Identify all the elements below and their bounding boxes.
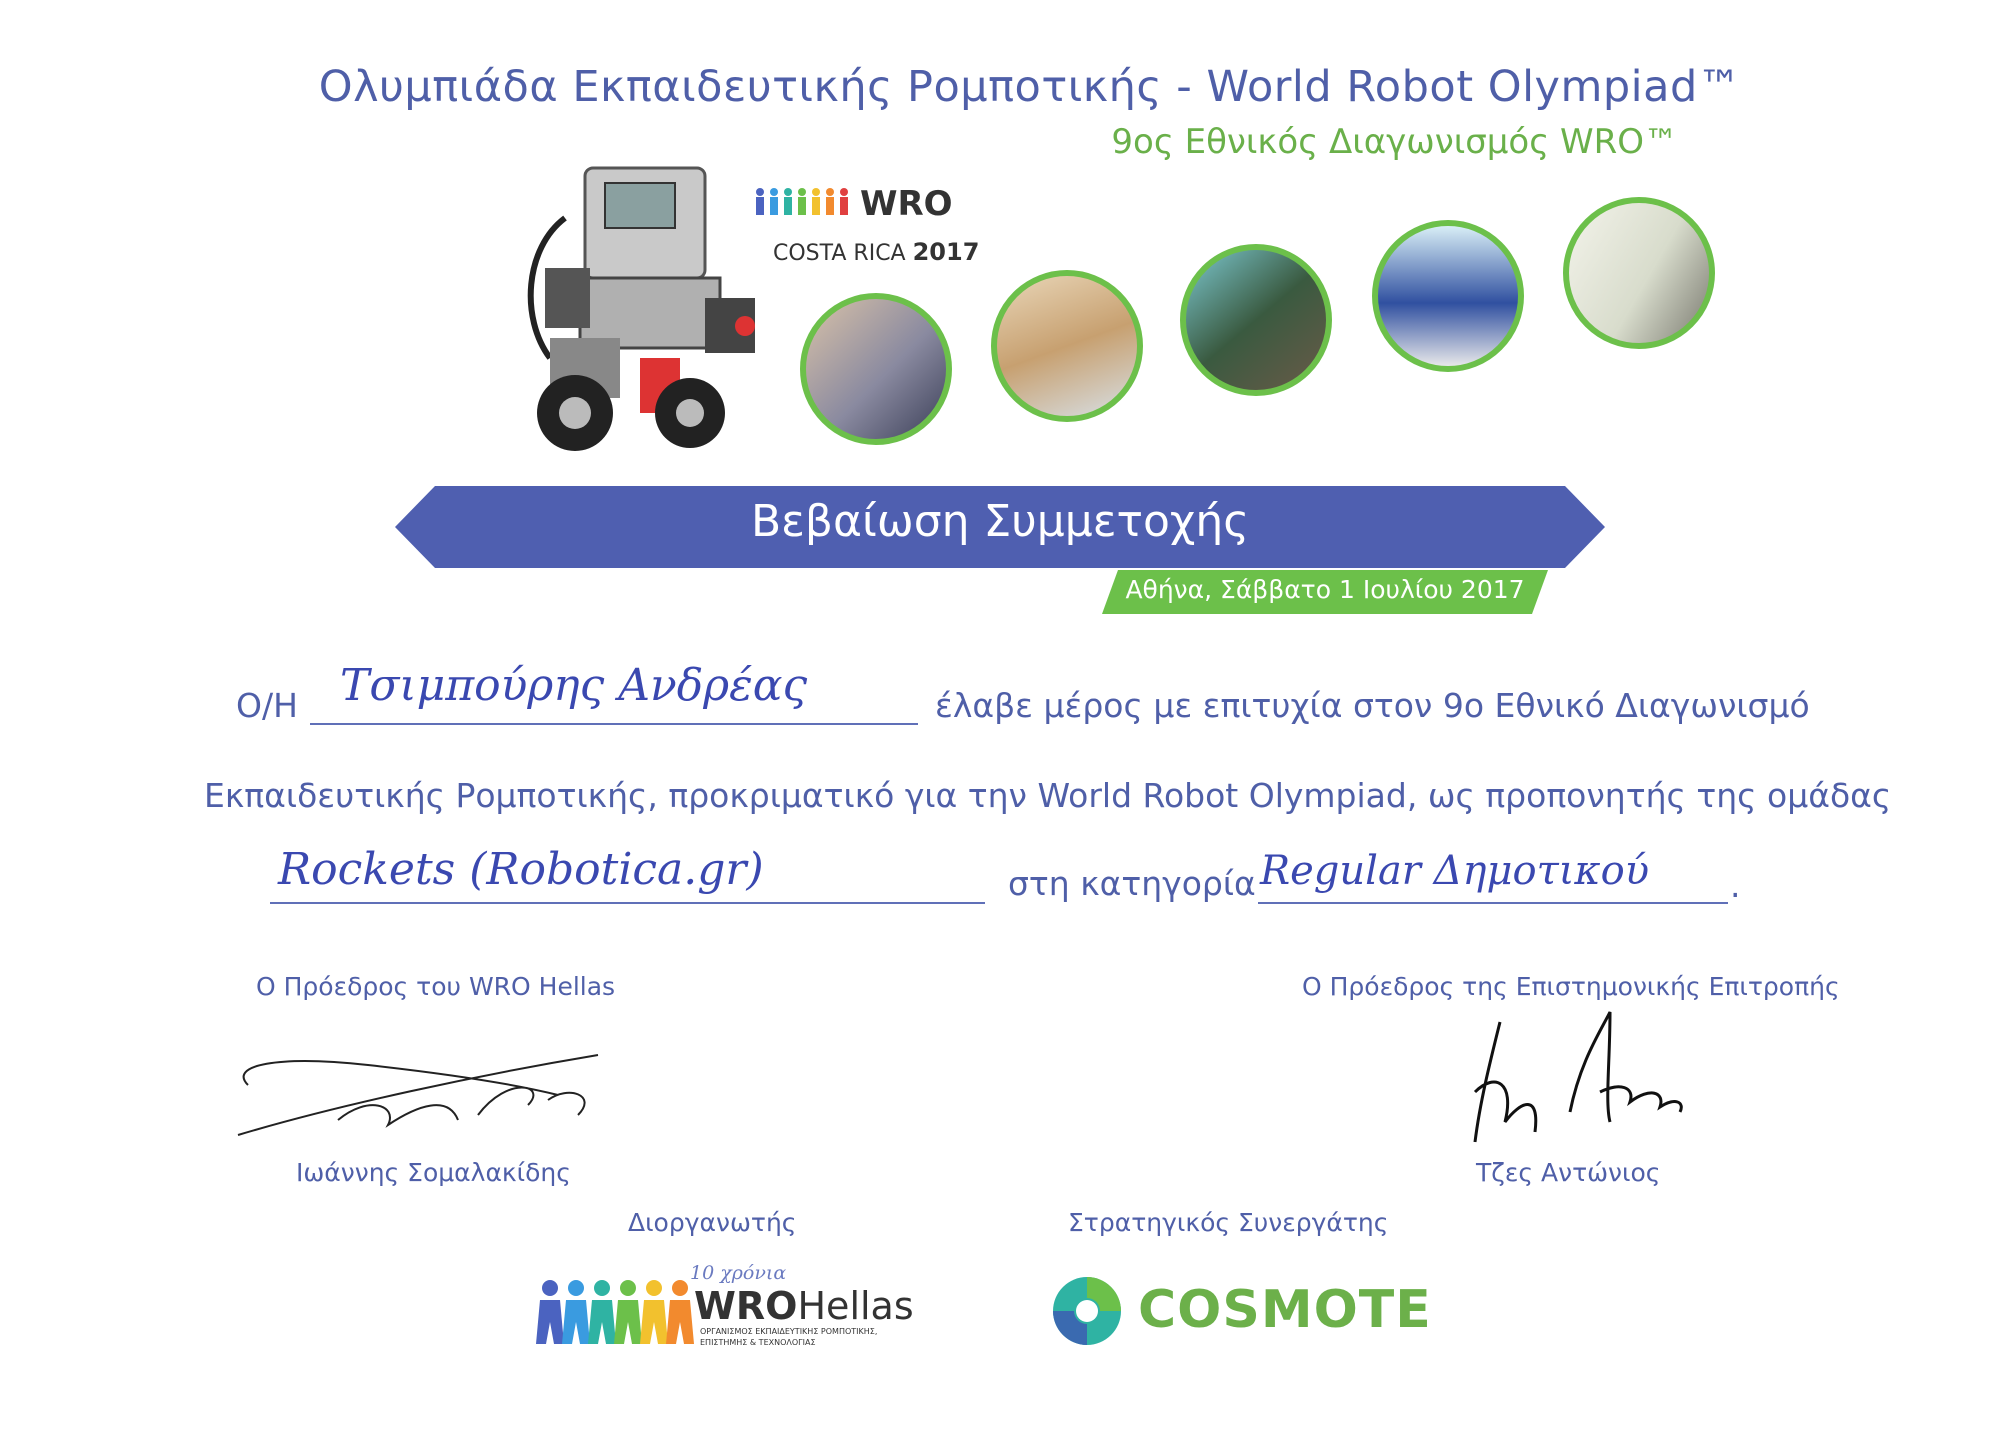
left-signatory-name: Ιωάννης Σομαλακίδης	[296, 1158, 571, 1187]
photo-circle-1	[800, 293, 952, 445]
wro-logo-text: WRO	[860, 184, 953, 224]
left-signature	[218, 1025, 618, 1145]
category-value: Regular Δημοτικού	[1260, 848, 1650, 894]
body-end-mark: .	[1730, 866, 1741, 905]
body-line-1: έλαβε μέρος με επιτυχία στον 9ο Εθνικό Διαγωνισμό	[935, 686, 1810, 725]
right-signatory-name: Τζες Αντώνιος	[1476, 1158, 1661, 1187]
name-underline	[310, 723, 918, 725]
right-signature	[1460, 1002, 1690, 1152]
left-signatory-role: Ο Πρόεδρος του WRO Hellas	[256, 972, 616, 1001]
body-line-2: Εκπαιδευτικής Ρομποτικής, προκριματικό για την World Robot Olympiad, ως προπονητής της ομάδας	[204, 776, 1892, 815]
photo-circle-4	[1372, 220, 1524, 372]
team-underline	[270, 902, 985, 904]
wro-hellas-people-icon	[536, 1278, 694, 1346]
team-name: Rockets (Robotica.gr)	[278, 844, 764, 895]
photo-circle-2	[991, 270, 1143, 422]
certificate-date: Αθήνα, Σάββατο 1 Ιουλίου 2017	[1125, 575, 1525, 604]
robot-illustration	[525, 158, 780, 458]
wro-people-icon	[752, 186, 862, 218]
photo-circle-3	[1180, 244, 1332, 396]
cosmote-swirl-icon	[1050, 1274, 1124, 1348]
partner-label: Στρατηγικός Συνεργάτης	[1068, 1208, 1389, 1237]
photo-circle-5	[1563, 197, 1715, 349]
cosmote-logo-text: COSMOTE	[1138, 1280, 1432, 1340]
category-label: στη κατηγορία	[1008, 864, 1256, 903]
organizer-tagline: 10 χρόνια	[690, 1262, 787, 1284]
right-signatory-role: Ο Πρόεδρος της Επιστημονικής Επιτροπής	[1302, 972, 1840, 1001]
organizer-label: Διοργανωτής	[628, 1208, 797, 1237]
certificate-header-title: Ολυμπιάδα Εκπαιδευτικής Ρομποτικής - World Robot Olympiad™	[318, 62, 1742, 112]
participant-name: Τσιμπούρης Ανδρέας	[340, 660, 808, 711]
organizer-logo-text: WROHellas	[694, 1284, 914, 1328]
category-underline	[1258, 902, 1728, 904]
certificate-header-subtitle: 9ος Εθνικός Διαγωνισμός WRO™	[1111, 122, 1678, 162]
organizer-description: ΟΡΓΑΝΙΣΜΟΣ ΕΚΠΑΙΔΕΥΤΙΚΗΣ ΡΟΜΠΟΤΙΚΗΣ, ΕΠΙΣΤΗΜΗΣ & ΤΕΧΝΟΛΟΓΙΑΣ	[700, 1327, 878, 1347]
body-prefix: Ο/Η	[236, 686, 298, 725]
certificate-title: Βεβαίωση Συμμετοχής	[750, 496, 1250, 547]
wro-logo-location: COSTA RICA 2017	[773, 238, 980, 266]
